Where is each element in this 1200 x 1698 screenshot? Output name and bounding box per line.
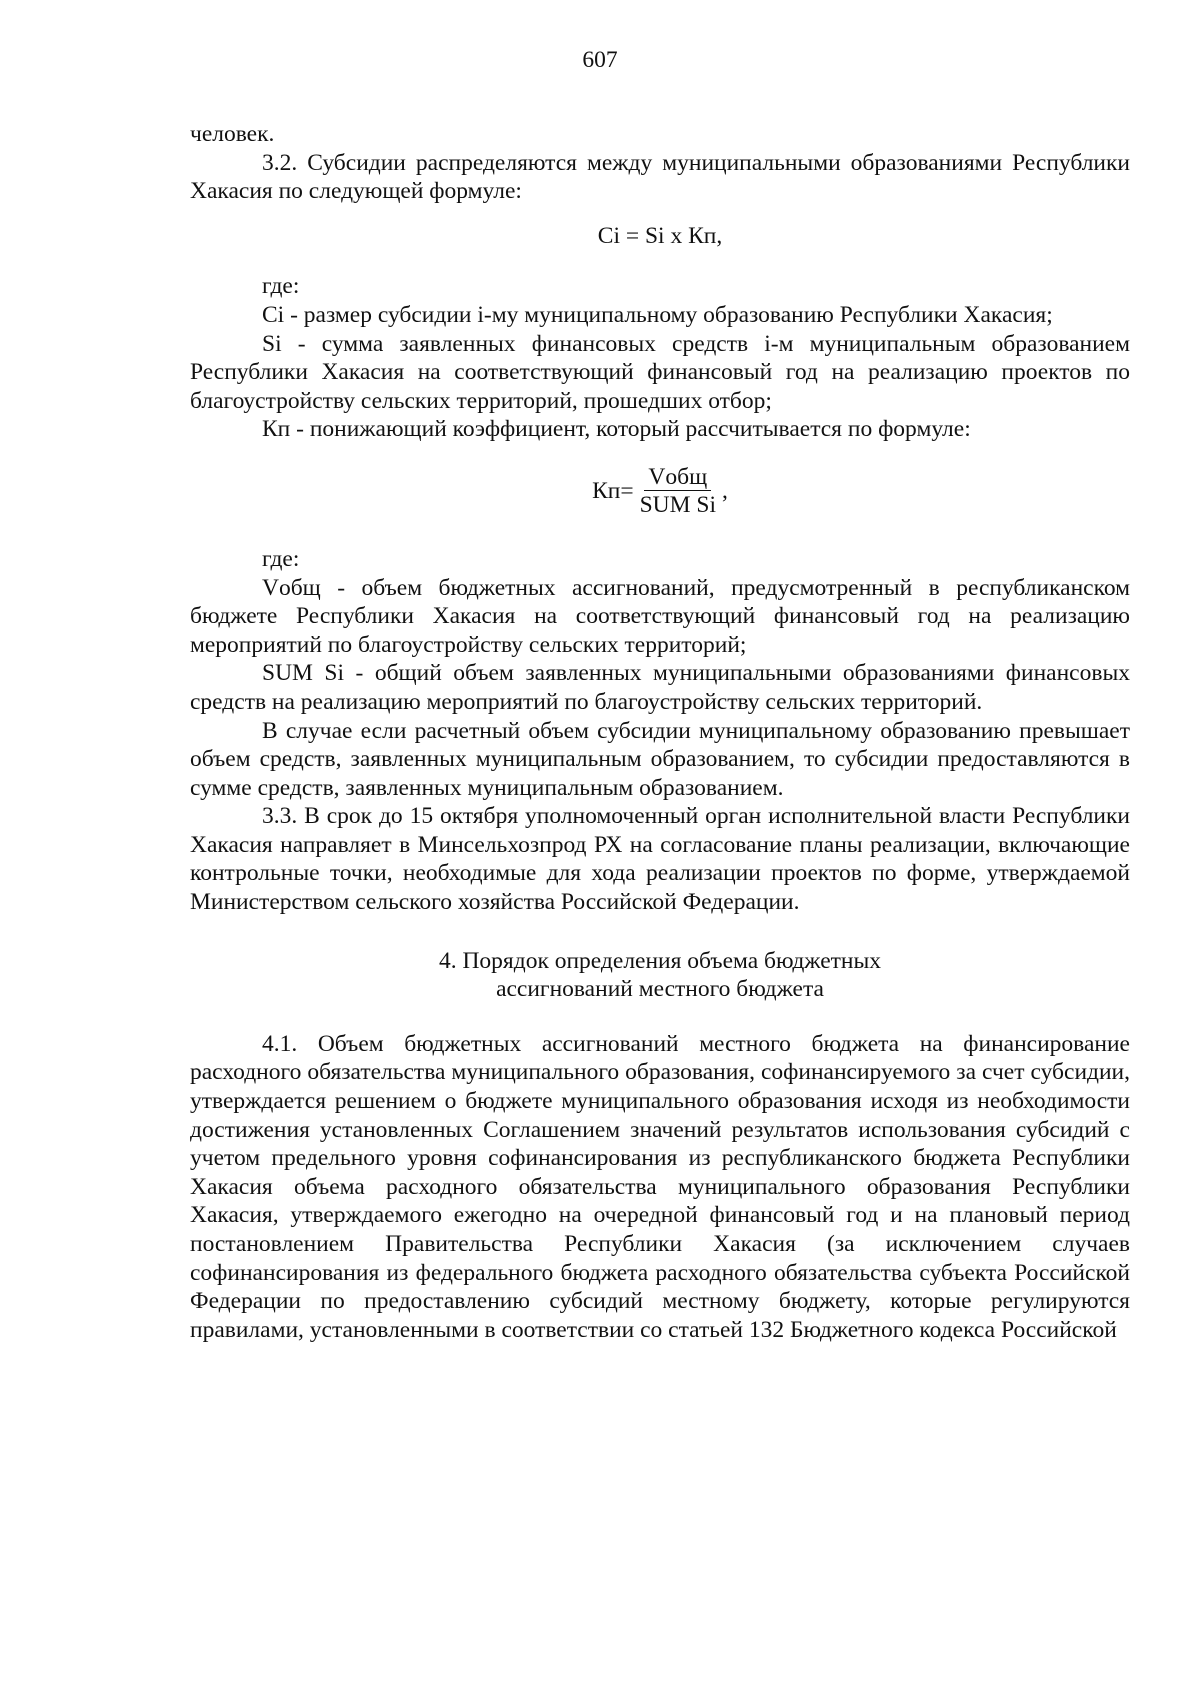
paragraph-4-1: 4.1. Объем бюджетных ассигнований местного бюджета на финансирование расходного обязательства муниципального образования, софинансируемого за счет субсидии, утверждается решением о бюджете муниципального образования исходя из необходимости достижения установленных Соглашением значений результатов использования субсидий с учетом предельного уровня софинансирования из республиканского бюджета Республики Хакасия объема расходного обязательства муниципального образования Республики Хакасия, утверждаемого ежегодно на очередной финансовый год и на плановый период постановлением Правительства Республики Хакасия (за исключением случаев софинансирования из федерального бюджета расходного обязательства субъекта Российской Федерации по предоставлению субсидий местному бюджету, которые регулируются правилами, установленными в соответствии со статьей 132 Бюджетного кодекса Российской: [190, 1030, 1130, 1343]
formula-kp-fraction: [636, 464, 720, 519]
definition-sum-si: SUM Si - общий объем заявленных муниципальными образованиями финансовых средств на реализацию мероприятий по благоустройству сельских территорий.: [190, 660, 1130, 715]
section-4-heading: [190, 947, 1130, 1004]
paragraph-continuation: человек.: [190, 121, 275, 147]
definition-vobsh: Vобщ - объем бюджетных ассигнований, предусмотренный в республиканском бюджете Республики Хакасия на соответствующий финансовый год на реализацию мероприятий по благоустройству сельских территорий;: [190, 574, 1130, 658]
definition-si: Si - сумма заявленных финансовых средств i-м муниципальным образованием Республики Хакасия на соответствующий финансовый год на реализацию проектов по благоустройству сельских территорий, прошедших отбор;: [190, 330, 1130, 414]
page-number: 607: [582, 47, 618, 73]
paragraph-3-2: 3.2. Субсидии распределяются между муниципальными образованиями Республики Хакасия по следующей формуле:: [190, 149, 1130, 205]
definition-ci: Ci - размер субсидии i-му муниципальному образованию Республики Хакасия;: [262, 301, 1053, 328]
formula-kp-lhs: Кп=: [592, 478, 634, 505]
formula-kp: [190, 464, 1130, 519]
formula-kp-numerator: Vобщ: [644, 464, 711, 491]
document-body: [190, 120, 1130, 1344]
paragraph-case: В случае если расчетный объем субсидии муниципальному образованию превышает объем средств, заявленных муниципальным образованием, то субсидии предоставляются в сумме средств, заявленных муниципальным образованием.: [190, 717, 1130, 801]
paragraph-3-3: 3.3. В срок до 15 октября уполномоченный орган исполнительной власти Республики Хакасия направляет в Минсельхозпрод РХ на согласование планы реализации, включающие контрольные точки, необходимые для хода реализации проектов по форме, утверждаемой Министерством сельского хозяйства Российской Федерации.: [190, 803, 1130, 916]
where-label-2: где:: [262, 545, 300, 572]
definition-kp: Кп - понижающий коэффициент, который рассчитывается по формуле:: [262, 416, 971, 443]
section-4-heading-line1: 4. Порядок определения объема бюджетных: [438, 947, 882, 974]
where-label-1: где:: [262, 273, 300, 300]
formula-kp-comma: ,: [722, 478, 728, 505]
formula-kp-denominator: SUM Si: [639, 491, 717, 518]
section-4-heading-line2: ассигнований местного бюджета: [496, 976, 824, 1003]
formula-ci: Ci = Si x Кп,: [597, 222, 723, 249]
